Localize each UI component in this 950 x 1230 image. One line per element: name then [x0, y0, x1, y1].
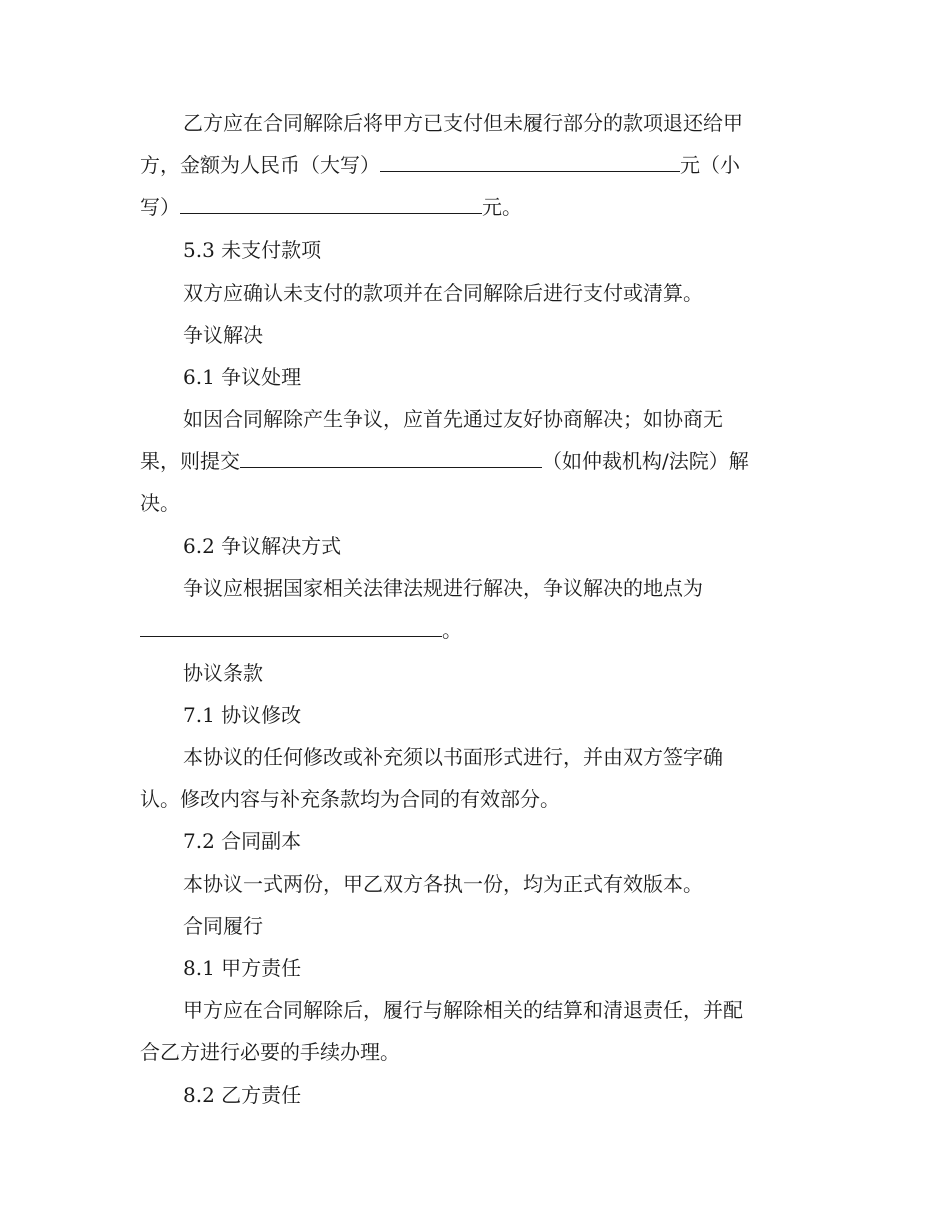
section-6-1-body-line-3: 决。: [140, 491, 180, 515]
submit-prefix: 果，则提交: [140, 449, 240, 473]
amount-uppercase-blank[interactable]: [380, 153, 680, 172]
refund-amount-prefix: 方，金额为人民币（大写）: [140, 153, 380, 177]
section-7-1-body-line-1: 本协议的任何修改或补充须以书面形式进行，并由双方签字确: [183, 745, 723, 769]
section-6-1-heading: 6.1 争议处理: [183, 365, 302, 389]
refund-small-suffix: 元。: [482, 195, 522, 219]
dispute-heading: 争议解决: [183, 323, 263, 347]
refund-small-prefix: 写）: [140, 195, 180, 219]
submit-suffix: （如仲裁机构/法院）解: [542, 449, 749, 473]
section-7-1-heading: 7.1 协议修改: [183, 703, 302, 727]
section-7-2-body: 本协议一式两份，甲乙双方各执一份，均为正式有效版本。: [183, 872, 703, 896]
refund-paragraph-line-1: 乙方应在合同解除后将甲方已支付但未履行部分的款项退还给甲: [183, 111, 743, 135]
section-8-2-heading: 8.2 乙方责任: [183, 1083, 302, 1107]
refund-paragraph-line-3: [140, 194, 522, 220]
section-8-1-heading: 8.1 甲方责任: [183, 956, 302, 980]
arbitration-body-blank[interactable]: [240, 449, 542, 468]
refund-amount-suffix: 元（小: [680, 153, 740, 177]
section-5-3-body: 双方应确认未支付的款项并在合同解除后进行支付或清算。: [183, 281, 703, 305]
section-5-3-heading: 5.3 未支付款项: [183, 238, 322, 262]
section-6-2-body-line-2: [140, 617, 462, 643]
section-6-1-body-line-1: 如因合同解除产生争议，应首先通过友好协商解决；如协商无: [183, 407, 723, 431]
refund-paragraph-line-2: [140, 152, 740, 178]
section-6-2-heading: 6.2 争议解决方式: [183, 534, 342, 558]
section-8-1-body-line-1: 甲方应在合同解除后，履行与解除相关的结算和清退责任，并配: [183, 998, 743, 1022]
terms-heading: 协议条款: [183, 661, 263, 685]
section-8-1-body-line-2: 合乙方进行必要的手续办理。: [140, 1040, 400, 1064]
perform-heading: 合同履行: [183, 914, 263, 938]
section-6-1-body-line-2: [140, 448, 749, 474]
section-6-2-body-line-1: 争议应根据国家相关法律法规进行解决，争议解决的地点为: [183, 576, 703, 600]
section-7-2-heading: 7.2 合同副本: [183, 829, 302, 853]
amount-lowercase-blank[interactable]: [180, 195, 482, 214]
dispute-location-blank[interactable]: [140, 618, 442, 637]
section-7-1-body-line-2: 认。修改内容与补充条款均为合同的有效部分。: [140, 787, 560, 811]
location-suffix: 。: [442, 618, 462, 642]
